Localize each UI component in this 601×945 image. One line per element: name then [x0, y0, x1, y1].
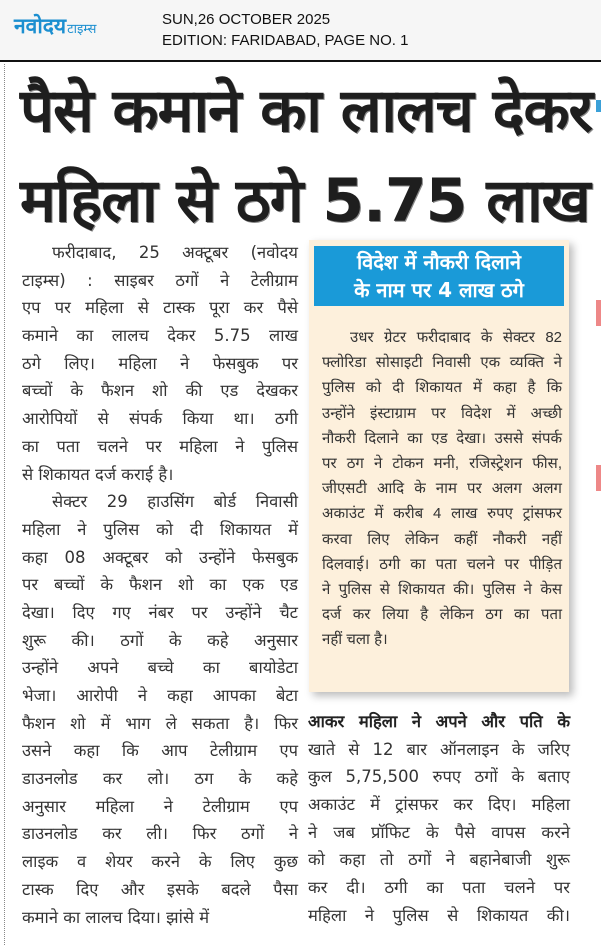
- sidebar-story-title: [314, 246, 564, 306]
- headline-line: महिला से ठगे 5.75 लाख: [20, 166, 590, 236]
- sidebar-title-line: के नाम पर 4 लाख ठगे: [354, 278, 524, 302]
- text-line: खाते से 12 बार ऑनलाइन के जरिए: [308, 739, 570, 759]
- sidebar-story-body: [322, 325, 562, 652]
- text-line: उन्होंने अपने बच्चे का बायोडेटा: [22, 658, 298, 678]
- text-line: डाउनलोड कर ली। फिर ठगों ने: [22, 824, 298, 844]
- headline-line: पैसे कमाने का लालच देकर: [20, 76, 593, 146]
- text-line: का पता चलने पर महिला ने पुलिस: [22, 436, 298, 456]
- adjacent-page-fragment: [596, 465, 601, 491]
- text-line: ने पुलिस से शिकायत की। पुलिस ने केस: [322, 580, 562, 598]
- text-line: दिलवाई। ठगी का पता चलने पर पीड़ित: [322, 555, 562, 573]
- text-line: कमाने का लालच देकर 5.75 लाख: [22, 326, 298, 346]
- text-line: उसने कहा कि आप टेलीग्राम एप: [22, 741, 298, 761]
- text-line: पर ठग ने टोकन मनी, रजिस्ट्रेशन फीस,: [322, 454, 562, 472]
- newspaper-logo: [14, 12, 96, 40]
- text-line: अकाउंट में ट्रांसफर कर दिए। महिला: [308, 795, 570, 815]
- text-line: महिला ने पुलिस को दी शिकायत में: [22, 519, 298, 539]
- text-line: आरोपियों से संपर्क किया था। ठगी: [22, 409, 298, 429]
- edition-header-bar: [0, 0, 601, 62]
- text-line: फरीदाबाद, 25 अक्टूबर (नवोदय: [52, 243, 298, 262]
- text-line: नहीं चला है।: [322, 631, 388, 649]
- text-line: उन्होंने इंस्टाग्राम पर विदेश में अच्छी: [322, 404, 562, 422]
- logo-main-text: नवोदय: [14, 14, 67, 38]
- text-line: अनुसार महिला ने टेलीग्राम एप: [22, 796, 298, 816]
- text-line: कहा 08 अक्टूबर को उन्होंने फेसबुक: [22, 547, 298, 567]
- text-line: कर दी। ठगी का पता चलने पर: [308, 878, 570, 898]
- text-line: करवा लिए लेकिन कहीं नौकरी नहीं: [322, 530, 562, 548]
- adjacent-page-fragment: [596, 300, 601, 326]
- text-line: टाइम्स) : साइबर ठगों ने टेलीग्राम: [22, 270, 298, 290]
- text-line: डाउनलोड कर लो। ठग के कहे: [22, 769, 298, 789]
- adjacent-page-fragment: [596, 100, 601, 112]
- article-body-left-column: [22, 239, 298, 931]
- article-body-right-column: [308, 708, 570, 930]
- sidebar-story-box: [309, 240, 569, 692]
- text-line: देखा। दिए गए नंबर पर उन्होंने चैट: [22, 602, 298, 622]
- publication-date: SUN,26 OCTOBER 2025: [162, 11, 331, 28]
- text-line: सेक्टर 29 हाउसिंग बोर्ड निवासी: [52, 492, 298, 512]
- text-line: महिला ने पुलिस से शिकायत की।: [308, 905, 570, 925]
- text-line: उधर ग्रेटर फरीदाबाद के सेक्टर 82: [350, 329, 562, 346]
- text-line: को कहा तो ठगों ने बहानेबाजी शुरू: [308, 850, 570, 870]
- text-line: फैशन शो में भाग ले सकता है। फिर: [22, 713, 298, 733]
- text-line: कुल 5,75,500 रुपए ठगों के बताए: [308, 767, 570, 787]
- text-line: पर बच्चों के फैशन शो का एक एड: [22, 575, 298, 595]
- text-line: टास्क दिए और इसके बदले पैसा: [22, 879, 298, 899]
- text-line: दर्ज कर लिया है लेकिन ठग का पता: [322, 606, 562, 624]
- text-line: शुरू की। ठगों के कहे अनुसार: [22, 630, 298, 650]
- sidebar-title-line: विदेश में नौकरी दिलाने: [356, 250, 521, 274]
- text-line: पुलिस को दी शिकायत में कहा है कि: [322, 379, 562, 397]
- text-line: आकर महिला ने अपने और पति के: [308, 712, 570, 731]
- text-line: फ्लोरिडा सोसाइटी निवासी एक व्यक्ति ने: [322, 354, 562, 372]
- text-line: जीएसटी आदि के नाम पर अलग अलग: [322, 480, 562, 498]
- text-line: से शिकायत दर्ज कराई है।: [22, 464, 174, 484]
- text-line: एप पर महिला से टास्क पूरा कर पैसे: [22, 298, 298, 318]
- column-divider: [4, 64, 5, 945]
- logo-sub-text: टाइम्स: [67, 22, 97, 37]
- edition-meta: [162, 9, 408, 51]
- edition-info: EDITION: FARIDABAD, PAGE NO. 1: [162, 32, 409, 49]
- text-line: कमाने का लालच दिया। झांसे में: [22, 907, 210, 927]
- article-headline: [20, 66, 593, 246]
- text-line: ने जब प्रॉफिट के पैसे वापस करने: [308, 822, 570, 842]
- text-line: भेजा। आरोपी ने कहा आपका बेटा: [22, 686, 298, 705]
- text-line: ठगे लिए। महिला ने फेसबुक पर: [22, 353, 298, 373]
- text-line: नौकरी दिलाने का एड देखा। उससे संपर्क: [322, 429, 562, 447]
- text-line: लाइक व शेयर करने के लिए कुछ: [22, 852, 298, 872]
- text-line: बच्चों के फैशन शो की एड देखकर: [22, 381, 298, 401]
- text-line: अकाउंट में करीब 4 लाख रुपए ट्रांसफर: [322, 505, 562, 523]
